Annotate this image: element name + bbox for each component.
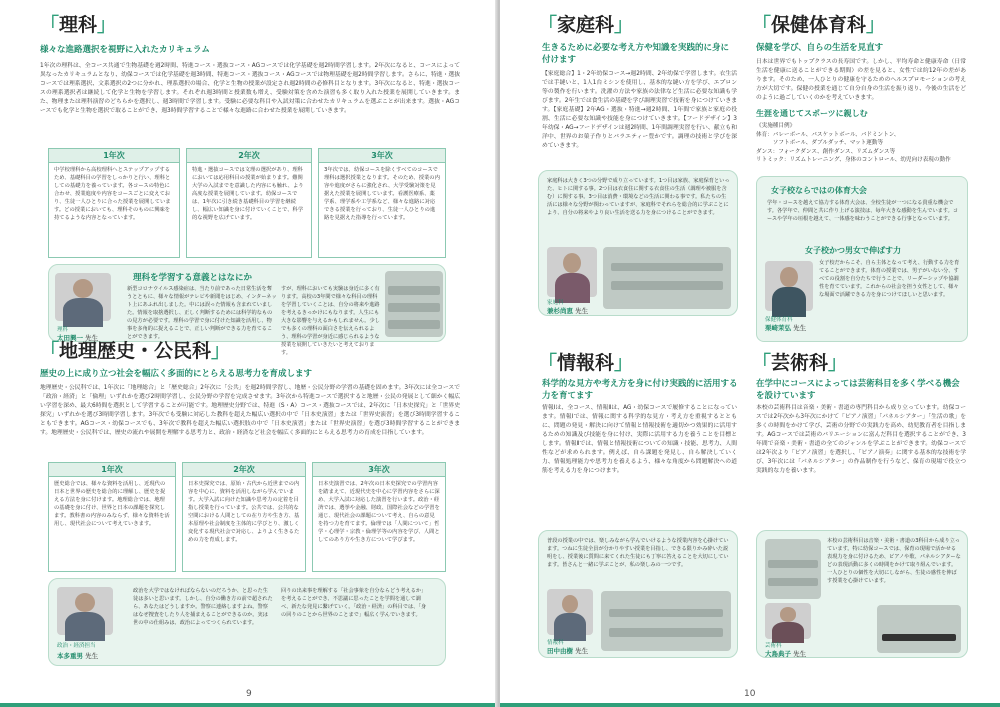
year-text: 日本史探究では、原始・古代から近世までの内容を中心に、資料を活用しながら学んでいます。大学入試に向けた知識や思考力の定着を目指し授業を行っています。公共では、公共的な空間における人間としての在り方や生き方、基本原理や社会制度を主体的に学びとり、激しく変化する現代社会で対応し、よりよく生きるための力を育成します。 <box>188 481 300 543</box>
science-title: 「理科」 <box>40 14 117 36</box>
feature-text: 普段の授業の中では、楽しみながら学んでいけるような授業内容を心掛けています。つねに生徒全員が分かりやすい授業を目指し、できる限りかみ砕いた説明をし、授業後に質問に来てくれた生徒にも丁寧に答えることを大切にしています。皆さんと一緒に学ぶことが、私の楽しみの一つです。 <box>547 538 729 568</box>
right-page <box>500 0 1000 707</box>
teacher-name: 栗崎茉弘 先生 <box>765 324 807 332</box>
geohistory-year-3 <box>312 462 446 572</box>
teacher-name: 兼杉尚恵 先生 <box>547 307 589 315</box>
year-text: 日本史演習では、2年次の日本史探究での学習内容を踏まえて、近現代史を中心に学習内容をさらに深め、大学入試に対応した演習を行います。政治・経済では、選挙や金融、財政、国際社会などの学習を通じ、現代社会の課題について考え、自らの意見を持つ力を育てます。倫理では「人間について」哲学・心理学・宗教・倫理学等の内容を学び、人間としてのあり方や生き方について学びます。 <box>318 481 440 543</box>
geohistory-subtitle: 歴史の上に成り立つ社会を幅広く多面的にとらえる思考力を育成します <box>40 369 313 379</box>
science-year-2 <box>186 148 312 258</box>
info-intro: 情報Ⅰは、全コース、情報Ⅱは、AG・幼保コースで履修することになっています。情報Ⅰでは、情報に関する科学的な見方・考え方を重視するとともに、問題の発見・解決に向けて情報と情報技術を適切かつ効果的に活用するための知識及び技能を身に付け、実際に活用する力を養うことを目標とします。情報Ⅱでは、情報と情報技術についての知識・技能、思考力、人間性などが求められます。例えば、自ら課題を発見し、自ら解決していく力、情報処理能力や思考力を養えるよう、様々な角度から問題解決への道筋を考える力を身につけます。 <box>542 405 737 474</box>
teacher-role: 家庭科 <box>547 300 564 306</box>
left-page <box>0 0 497 707</box>
geohistory-year-2 <box>182 462 306 572</box>
science-year-1 <box>48 148 180 258</box>
pe-title: 「保健体育科」 <box>752 14 886 36</box>
year-label: 3年次 <box>319 149 445 163</box>
homeec-subtitle: 生きるために必要な考え方や知識を実践的に身に付けます <box>542 43 730 65</box>
year-text: 歴史総合では、様々な資料を活用し、近現代の日本と世界の歴史を総合的に理解し、歴史を捉える方法を身に付けます。地理総合では、地理の基礎を身に付け、世界と日本の課題を探究します。教科書の内容のみならず、様々な資料を活用し、現代社会について考えていきます。 <box>54 481 170 527</box>
year-label: 3年次 <box>313 463 445 477</box>
page-bottom-bar <box>500 703 1000 707</box>
page-number: 9 <box>246 689 252 699</box>
teacher-name: 田中由樹 先生 <box>547 647 589 655</box>
teacher-role: 芸術科 <box>765 643 782 649</box>
feature-title: 理科を学習する意義とはなにか <box>133 273 253 283</box>
pe-feature <box>756 176 968 342</box>
pe-subtitle: 保健を学び、自らの生活を見直す <box>756 43 884 53</box>
year-label: 2年次 <box>183 463 305 477</box>
feature-title-2: 女子校かつ男女で伸ばす力 <box>805 246 901 255</box>
page-bottom-bar <box>0 703 497 707</box>
computer-lab-photo <box>601 591 731 651</box>
teacher-photo <box>547 247 597 297</box>
art-intro: 本校の芸術科目は音楽・美術・書道の専門科目から成り立っています。幼保コースでは2年次から3年次にかけて「ピアノ演習」「パネルシアター」「生活の歌」を多くの時間をかけて学び、芸術の分野での実践力を高め、幼児教育者を目指します。AGコースでは芸術のバリエーションに富んだ科目を選択することができ、3年間で音楽・美術・書道の全てのジャンルを学ぶことができます。幼保コースでは2年次より「ピアノ演習」を選択し、「ピアノ演奏」に関する基本的な技術を学び、3年次には「パネルシアター」の作品制作を行うなど、保育の現場で役立つ実践的な力を養います。 <box>756 405 966 474</box>
teacher-role: 情報科 <box>547 640 564 646</box>
pe-intro: 日本は世界でもトップクラスの長寿国です。しかし、平均寿命と健康寿命（日常生活を健康に送ることができる期間）の差を見ると、女性では約12年の差があります。そのため、一人ひとりの健康を守るためのヘルスプロモーションの考え方が大切です。保健の授業を通じて自分自身の生活を振り返り、今後の生活をどのように過ごしていくのかを考えていきます。 <box>756 59 966 101</box>
info-feature <box>538 530 738 658</box>
art-subtitle: 在学中にコースによっては芸術科目を多く学べる機会を設けています <box>756 379 960 401</box>
teacher-name: 太田興一 先生 <box>57 334 99 342</box>
info-subtitle: 科学的な見方や考え方を身に付け実践的に活用する力を育てます <box>542 379 738 401</box>
science-intro: 1年次の理科は、全コース共通で生物基礎を週2時間、特進コース・選抜コース・AGコースでは化学基礎を週2時間学習します。2年次になると、コースによって異なったカリキュラムとなり、幼保コースでは化学基礎を週3時間、特進コース・選抜コース・AGコースでは物理基礎を週2時間学習します。さらに、特進・選抜コースでは理系選択、文系選択の2つに分かれ、理系選択の場合、化学と生物の授業が設定され週2時間の必修科目となります。3年次になると、特進・選抜コースの理系選択者は継続して化学と生物を学習します。それぞれ週3時間と授業数も増え、受験対策を含めた演習も多く取り入れた授業を展開していきます。また、物理または理科演習のどちらかを選択し、週3時間で学習します。受験に必要な科目や入試対策に合わせたカリキュラムを選ぶことが出来ます。選抜・AGコースでも化学と生物を選択で取ることができ、週3時間学習することで様々な進路に合わせた授業を展開していきます。 <box>40 63 460 114</box>
feature-text-b: 回りの出来事を理解する「社会事象を自分ならどう考えるか」を考えることができ、不思議に思ったことを学問を通して調べ、新たな発見に繋げていく。「政治・経済」の科目では、「身の回りのことから世界のことまで」幅広く学んでいきます。 <box>281 588 427 618</box>
teacher-role: 政治・経済担当 <box>57 643 96 649</box>
art-title: 「芸術科」 <box>752 352 848 374</box>
teacher-role: 保健体育科 <box>765 317 793 323</box>
teacher-photo <box>57 587 113 635</box>
info-title: 「情報科」 <box>538 352 634 374</box>
teacher-name: 本多重男 先生 <box>57 652 99 660</box>
teacher-photo <box>765 261 813 311</box>
feature-text-2: 女子校だからこそ、自ら主体となって考え、行動する力を育てることができます。体育の授業では、男子がいない分、すべての役割を自分たちで行うことで、リーダーシップや協調性を育てています。これからの社会を担う女性として、様々な場面で活躍できる力を身につけてほしいと思います。 <box>819 260 960 298</box>
feature-text-a: 政治を大学ではなければならないのだろうか、と思った生徒は多いと思います。しかし、自分の働き方の前で超されたら、あなたはどうしますか。警察に連絡しますよね。警察はなぜ捜査をしたり人を捕まえることができるのか。実は世の中の仕組みは、政治によってつくられています。 <box>133 588 273 626</box>
geohistory-title: 「地理歴史・公民科」 <box>40 340 231 362</box>
pe-subhead: 生涯を通じてスポーツに親しむ <box>756 109 868 118</box>
art-class-photo <box>765 539 821 599</box>
page-number: 10 <box>744 689 756 699</box>
classroom-photo <box>385 271 443 337</box>
year-text: 中学校理科から高校理科へとステップアップするため、基礎科目の学習をしっかりと行い、理科としての基礎力を養っています。各コースの特色に合わせ、授業進度や内容をコースごとに変えており、生徒一人ひとりに合った授業を展開しています。どの授業においても、理科そのものに興味を持てるような内容となっています。 <box>54 167 171 221</box>
year-label: 1年次 <box>49 463 175 477</box>
teacher-name: 大島典子 先生 <box>765 650 807 658</box>
homeec-title: 「家庭科」 <box>538 14 634 36</box>
feature-text-a: 新型コロナウイルス感染症は、当たり前であった日常生活を奪うとともに、様々な情報がテレビや新聞をはじめ、インターネット上にあふれ出しました。中には誤った情報も含まれていました。情報を取捨選択し、正しく判断するためには科学的なものの見方が必要です。理科の学習で身に付けた知識を活用し、物事を多角的に捉えることで、正しい判断ができる力を育てることができます。 <box>127 286 277 340</box>
feature-text-b: すが、理科においても実験は身近に多く有ります。高校の3年間で様々な科目の理科を学習していくことは、自分の将来や進路を考えるきっかけにもなります。人生にも大きな影響を与えるかもしれません。少しでも多くの理科の面白さを伝えられるよう、理科の学習が身近に感じられるような授業を展開していきたいと考えております。 <box>281 286 380 356</box>
year-text: 特進・選抜コースでは文理の選択があり、理科においては応用科目の授業が始まります。難関大学の入試までを意識した内容にも触れ、より高度な授業を展開しています。幼保コースでは、1年次に引き続き基礎科目の学習を継続し、幅広い知識を身に付けていくことで、科学的な視野を広げています。 <box>192 167 304 221</box>
year-text: 3年次では、幼保コースを除くすべてのコースで理科は選択授業となります。そのため、授業の内容や進度がさらに強化され、大学受験対策を見据えた授業を展開しています。看護医療系、薬学系、理学系や工学系など、様々な進路に対応できる授業を行っており、生徒一人ひとりの進路を見据えた指導を行っています。 <box>324 167 440 221</box>
teacher-photo <box>547 589 593 635</box>
science-year-3 <box>318 148 446 258</box>
year-label: 1年次 <box>49 149 179 163</box>
pe-activity-list: 《実施種目例》 体育：バレーボール、バスケットボール、バドミントン、 ソフトボール、ダブルダッチ、マット運動等 ダンス：フォークダンス、創作ダンス、リズムダンス等 リトミック：リズムトレーニング、身体のコントロール、幼児向け表現の動作 <box>756 123 951 164</box>
feature-text: 学年・コースを越えて協力する体育大会は、全校生徒が一つになる貴重な機会です。各学年で、仲間と共に作り上げる演技は、毎年大きな感動を生んでいます。コースや学年の垣根を越えて、一体感を味わうことができる行事となっています。 <box>767 200 959 222</box>
feature-text: 本校の芸術科目は音楽・美術・書道の3科目から成り立っています。特に幼保コースでは、保育の現場で活かせる表現力を身に付けるため、ピアノや歌、パネルシアターなどの表現活動に多くの時間をかけて取り組んでいます。一人ひとりの個性を大切にしながら、生徒の感性を伸ばす授業を心掛けています。 <box>827 538 961 584</box>
homeec-intro: 【家庭総合】1・2年幼保コース→週2時間、2年幼保で学習します。衣生活では手縫いと、1人1台ミシンを使用し、基本的な縫い方を学び、エプロン等の製作を行います。洗濯の方法や家族の法律など生活に必要な知識も学びます。2年生では食生活の基礎を学び調理実習で技術を身につけていきます。【家庭基礎】2年AG・選抜・特進→週2時間、1年間で家族と家庭の役割、生活に必要な知識や技能を身につけていきます。【フードデザイン】3年幼保・AG→フードデザインは週2時間、1年間調理実習を行い、献立も和洋中、世界のお菓子作りとバラエティー豊かです。調理の技術と学びを深めていきます。 <box>542 71 737 149</box>
geohistory-year-1 <box>48 462 176 572</box>
piano-photo <box>877 605 961 653</box>
homeec-feature <box>538 170 738 316</box>
feature-title: 女子校ならではの体育大会 <box>771 186 867 195</box>
year-label: 2年次 <box>187 149 311 163</box>
teacher-photo <box>55 273 111 321</box>
geohistory-intro: 地理歴史・公民科では、1年次に「地理総合」と「歴史総合」2年次に「公共」を週2時間学習し、地歴・公民分野の学習の基礎を固めます。3年次には全コースで「政治・経済」と「倫理」いずれかを選び2時間学習し、公民分野の学習を完成させます。3年次から特進コースで選択すると地歴・公民の発展として細かく幅広い学習を深め、最大6時間を選択として学習することが可能です。地理歴史分野では、特進（S・A）コース・選抜コースでは、2年次に「日本史探究」と「世界史探究」いずれかを選び3時間学習します。3年次でも受験に対応した教科を超えた幅広い選択の中で「日本史演習」または「世界史演習」を選び3時間学習することもできます。AGコース・幼保コースでも、3年次で教科を超えた幅広い選択肢の中で「日本史演習」または「世界史演習」を選び3時間学習することができます。地理歴史・公民科では、歴史の流れや展開を理解する思考力と、政治・経済など社会を幅広く多面的にとらえる思考力の育成を目指しています。 <box>40 385 460 436</box>
art-feature <box>756 530 968 658</box>
science-subtitle: 様々な進路選択を視野に入れたカリキュラム <box>40 45 210 55</box>
teacher-photo <box>765 603 811 639</box>
teacher-role: 理科 <box>57 327 69 333</box>
cooking-class-photo <box>603 247 731 309</box>
geohistory-feature <box>48 578 446 666</box>
feature-text: 家庭科は大きく3つの分野で成り立っています。1つ目は家族、家庭保育といった、ヒトに関する事。2つ目は衣食住に関する衣食住の生活（調理や被服を含む）に関する事。3つ目は消費・環境などの生活に関わる事です。私たちの生活には様々な分野が関わっていますが、家庭科でそれらを総合的に学ぶことにより、自分の将来やより良い生活を送る力を身につけることができます。 <box>547 178 730 216</box>
